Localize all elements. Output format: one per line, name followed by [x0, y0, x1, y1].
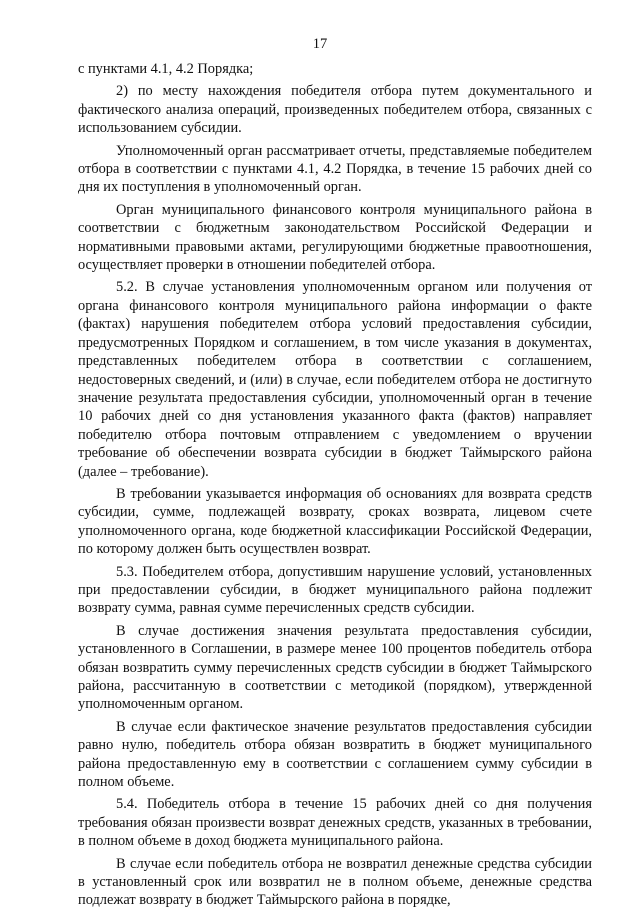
paragraph-financial-control: Орган муниципального финансового контроля муниципального района в соответствии с бюджетным законодательством Российской Федерации и нормативными правовыми актами, регулирующими бюджетные правоотношения, осуществляет проверки в отношении победителей отбора.: [78, 201, 592, 274]
paragraph-5-3: 5.3. Победителем отбора, допустившим нарушение условий, установленных при предоставлении субсидии, в бюджет муниципального района подлежит возврату сумма, равная сумме перечисленных средств субсидии.: [78, 563, 592, 617]
document-body: [78, 60, 592, 914]
paragraph-5-2: 5.2. В случае установления уполномоченным органом или получения от органа финансового контроля муниципального района информации о факте (фактах) нарушения победителем отбора условий предоставления субсидии, предусмотренных Порядком и соглашением, в том числе указания в документах, представленных победителем отбора в соответствии с соглашением, недостоверных сведений, и (или) в случае, если победителем отбора не достигнуто значение результата предоставления субсидии, уполномоченный орган в течение 10 рабочих дней со дня установления указанного факта (фактов) направляет победителю отбора почтовым отправлением с уведомлением о вручении требование об обеспечении возврата субсидии в бюджет Таймырского района (далее – требование).: [78, 279, 592, 480]
paragraph-non-return: В случае если победитель отбора не возвратил денежные средства субсидии в установленный срок или возвратил не в полном объеме, денежные средства подлежат возврату в бюджет Таймырского района в порядке,: [78, 855, 592, 909]
paragraph-report-review: Уполномоченный орган рассматривает отчеты, представляемые победителем отбора в соответствии с пунктами 4.1, 4.2 Порядка, в течение 15 рабочих дней со дня их поступления в уполномоченный орган.: [78, 142, 592, 196]
page-number: 17: [312, 36, 328, 52]
paragraph-item-2: 2) по месту нахождения победителя отбора путем документального и фактического анализа операций, произведенных победителем отбора, связанных с использованием субсидии.: [78, 83, 592, 137]
paragraph-result-under-100: В случае достижения значения результата предоставления субсидии, установленного в Соглашении, в размере менее 100 процентов победитель отбора обязан возвратить сумму перечисленных средств субсидии в бюджет Таймырского района, рассчитанную в соответствии с методикой (порядком), утвержденной уполномоченным органом.: [78, 622, 592, 713]
paragraph-result-zero: В случае если фактическое значение результатов предоставления субсидии равно нулю, победитель отбора обязан возвратить в бюджет муниципального района предоставленную ему в соответствии с соглашением сумму субсидии в полном объеме.: [78, 718, 592, 791]
paragraph-continuation: с пунктами 4.1, 4.2 Порядка;: [78, 61, 254, 77]
paragraph-requirement-content: В требовании указывается информация об основаниях для возврата средств субсидии, сумме, подлежащей возврату, сроках возврата, лицевом счете уполномоченного органа, коде бюджетной классификации Российской Федерации, по которому должен быть осуществлен возврат.: [78, 485, 592, 558]
paragraph-5-4: 5.4. Победитель отбора в течение 15 рабочих дней со дня получения требования обязан произвести возврат денежных средств, указанных в требовании, в полном объеме в доход бюджета муниципального района.: [78, 796, 592, 850]
